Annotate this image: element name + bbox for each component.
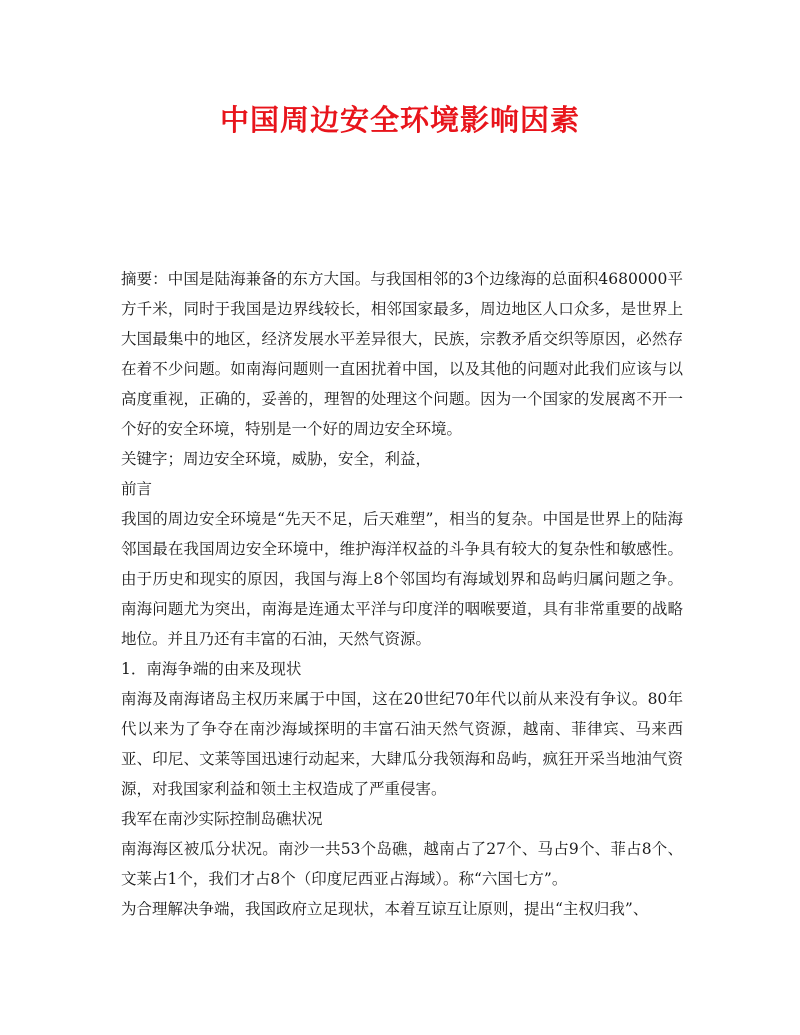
preface-paragraph: 我国的周边安全环境是“先天不足，后天难塑”，相当的复杂。中国是世界上的陆海邻国最在我国周边安全环境中，维护海洋权益的斗争具有较大的复杂性和敏感性。由于历史和现实的原因，我国与海上8个邻国均有海域划界和岛屿归属问题之争。南海问题尤为突出，南海是连通太平洋与印度洋的咽喉要道，具有非常重要的战略地位。并且乃还有丰富的石油，天然气资源。 (121, 510, 683, 648)
section-heading-1: 1．南海争端的由来及现状 (121, 660, 302, 678)
history-paragraph: 南海及南海诸岛主权历来属于中国，这在20世纪70年代以前从来没有争议。80年代以来为了争夺在南沙海域探明的丰富石油天然气资源，越南、菲律宾、马来西亚、印尼、文莱等国迅速行动起来，大肆瓜分我领海和岛屿，疯狂开采当地油气资源，对我国家利益和领土主权造成了严重侵害。 (121, 690, 683, 798)
subsection-heading: 我军在南沙实际控制岛礁状况 (121, 810, 323, 828)
preface-heading: 前言 (121, 480, 153, 498)
document-body (121, 264, 683, 924)
document-title: 中国周边安全环境影响因素 (219, 103, 580, 137)
policy-paragraph: 为合理解决争端，我国政府立足现状，本着互谅互让原则，提出“主权归我”、 (121, 900, 649, 918)
status-paragraph: 南海海区被瓜分状况。南沙一共53个岛礁，越南占了27个、马占9个、菲占8个、文莱占1个，我们才占8个（印度尼西亚占海域）。称“六国七方”。 (121, 840, 683, 888)
keywords-paragraph: 关键字；周边安全环境，威胁，安全，利益， (121, 450, 432, 468)
abstract-paragraph: 摘要：中国是陆海兼备的东方大国。与我国相邻的3个边缘海的总面积4680000平方千米，同时于我国是边界线较长，相邻国家最多，周边地区人口众多，是世界上大国最集中的地区，经济发展水平差异很大，民族，宗教矛盾交织等原因，必然存在着不少问题。如南海问题则一直困扰着中国，以及其他的问题对此我们应该与以高度重视，正确的，妥善的，理智的处理这个问题。因为一个国家的发展离不开一个好的安全环境，特别是一个好的周边安全环境。 (121, 270, 683, 438)
